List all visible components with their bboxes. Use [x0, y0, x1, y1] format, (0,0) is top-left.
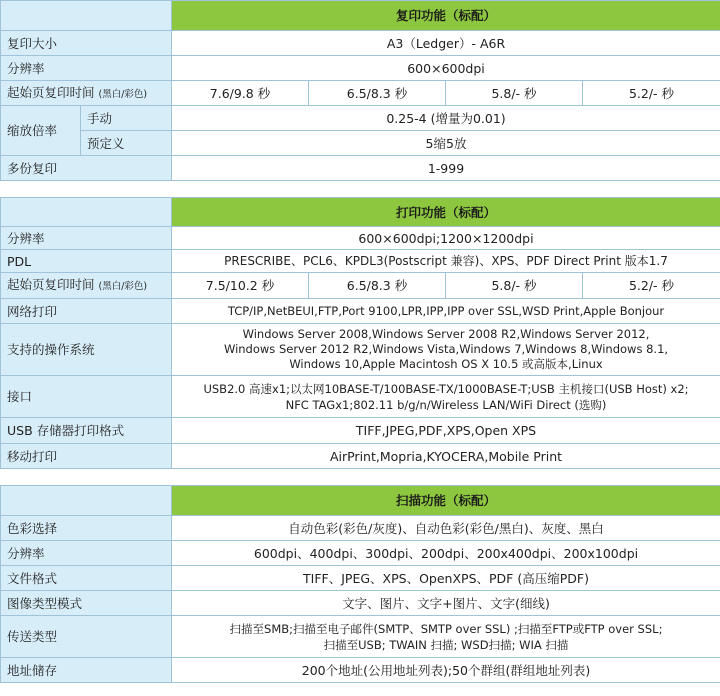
scan-addr-label: 地址储存	[1, 658, 172, 683]
table-row	[1, 444, 720, 469]
scan-section-header	[1, 486, 720, 516]
copy-first-value: 5.2/- 秒	[583, 81, 720, 106]
print-net-label: 网络打印	[1, 299, 172, 324]
scan-section-title: 扫描功能（标配）	[172, 486, 720, 516]
scan-fmt-label: 文件格式	[1, 566, 172, 591]
copy-first-value: 5.8/- 秒	[446, 81, 583, 106]
print-first-label	[1, 273, 172, 299]
copy-first-value: 6.5/8.3 秒	[309, 81, 446, 106]
print-res-value: 600×600dpi;1200×1200dpi	[172, 227, 720, 250]
scan-color-label: 色彩选择	[1, 516, 172, 541]
print-usb-value: TIFF,JPEG,PDF,XPS,Open XPS	[172, 418, 720, 444]
copy-multi-value: 1-999	[172, 156, 720, 181]
table-row	[1, 591, 720, 616]
spec-table	[0, 197, 720, 469]
scan-addr-value: 200个地址(公用地址列表);50个群组(群组地址列表)	[172, 658, 720, 683]
section-gap	[0, 181, 720, 197]
copy-section-header	[1, 1, 720, 31]
table-row	[1, 324, 720, 376]
scan-fmt-value: TIFF、JPEG、XPS、OpenXPS、PDF (高压缩PDF)	[172, 566, 720, 591]
scan-send-line: 扫描至USB; TWAIN 扫描; WSD扫描; WIA 扫描	[323, 637, 569, 652]
copy-first-label-text: 起始页复印时间	[7, 84, 95, 100]
table-row	[1, 299, 720, 324]
print-os-line: Windows Server 2008,Windows Server 2008 R2,Windows Server 2012,	[242, 327, 650, 341]
scan-res-label: 分辨率	[1, 541, 172, 566]
print-if-label: 接口	[1, 376, 172, 418]
copy-first-note: (黑白/彩色)	[98, 88, 148, 100]
copy-zoom-preset-label: 预定义	[81, 131, 172, 156]
scan-color-value: 自动色彩(彩色/灰度)、自动色彩(彩色/黑白)、灰度、黑白	[172, 516, 720, 541]
print-net-value: TCP/IP,NetBEUI,FTP,Port 9100,LPR,IPP,IPP over SSL,WSD Print,Apple Bonjour	[172, 299, 720, 324]
header-spacer	[1, 198, 172, 227]
print-first-value: 7.5/10.2 秒	[172, 273, 309, 299]
print-os-value	[172, 324, 720, 376]
print-os-line: Windows Server 2012 R2,Windows Vista,Windows 7,Windows 8,Windows 8.1,	[223, 342, 669, 356]
print-first-note: (黑白/彩色)	[98, 281, 148, 292]
print-res-label: 分辨率	[1, 227, 172, 250]
table-row	[1, 250, 720, 273]
print-os-line: Windows 10,Apple Macintosh OS X 10.5 或高版本,Linux	[289, 357, 603, 371]
print-usb-label: USB 存储器打印格式	[1, 418, 172, 444]
print-os-label: 支持的操作系统	[1, 324, 172, 376]
section-gap	[0, 469, 720, 485]
copy-size-label: 复印大小	[1, 31, 172, 56]
table-row	[1, 81, 720, 106]
copy-first-label	[1, 81, 172, 106]
print-if-line: USB2.0 高速x1;以太网10BASE-T/100BASE-TX/1000BASE-T;USB 主机接口(USB Host) x2;	[203, 381, 689, 396]
header-spacer	[1, 486, 172, 516]
print-section-header	[1, 198, 720, 227]
table-row	[1, 658, 720, 683]
table-row	[1, 156, 720, 181]
table-row	[1, 516, 720, 541]
print-if-line: NFC TAGx1;802.11 b/g/n/Wireless LAN/WiFi Direct (选购)	[285, 397, 607, 412]
copy-section-title: 复印功能（标配）	[172, 1, 720, 31]
print-first-label-text: 起始页复印时间	[7, 277, 95, 292]
table-row	[1, 31, 720, 56]
spec-table	[0, 485, 720, 683]
header-spacer	[1, 1, 172, 31]
table-row	[1, 131, 720, 156]
table-row	[1, 541, 720, 566]
scan-send-value	[172, 616, 720, 658]
copy-res-value: 600×600dpi	[172, 56, 720, 81]
scan-mode-value: 文字、图片、文字+图片、文字(细线)	[172, 591, 720, 616]
scan-send-label: 传送类型	[1, 616, 172, 658]
table-row	[1, 376, 720, 418]
table-row	[1, 273, 720, 299]
copy-zoom-manual-value: 0.25-4 (增量为0.01)	[172, 106, 720, 131]
copy-res-label: 分辨率	[1, 56, 172, 81]
copy-first-value: 7.6/9.8 秒	[172, 81, 309, 106]
print-mobile-value: AirPrint,Mopria,KYOCERA,Mobile Print	[172, 444, 720, 469]
copy-zoom-preset-value: 5缩5放	[172, 131, 720, 156]
copy-zoom-label: 缩放倍率	[1, 106, 81, 156]
table-row	[1, 566, 720, 591]
scan-send-line: 扫描至SMB;扫描至电子邮件(SMTP、SMTP over SSL) ;扫描至FTP或FTP over SSL;	[229, 621, 663, 636]
copy-zoom-manual-label: 手动	[81, 106, 172, 131]
copy-size-value: A3（Ledger）- A6R	[172, 31, 720, 56]
spec-table	[0, 0, 720, 181]
print-section-title: 打印功能（标配）	[172, 198, 720, 227]
table-row	[1, 227, 720, 250]
table-row	[1, 616, 720, 658]
print-pdl-value: PRESCRIBE、PCL6、KPDL3(Postscript 兼容)、XPS、PDF Direct Print 版本1.7	[172, 250, 720, 273]
scan-mode-label: 图像类型模式	[1, 591, 172, 616]
print-mobile-label: 移动打印	[1, 444, 172, 469]
print-pdl-label: PDL	[1, 250, 172, 273]
table-row	[1, 56, 720, 81]
copy-multi-label: 多份复印	[1, 156, 172, 181]
print-first-value: 6.5/8.3 秒	[309, 273, 446, 299]
table-row	[1, 418, 720, 444]
print-if-value	[172, 376, 720, 418]
table-row	[1, 106, 720, 131]
print-first-value: 5.8/- 秒	[446, 273, 583, 299]
print-first-value: 5.2/- 秒	[583, 273, 720, 299]
scan-res-value: 600dpi、400dpi、300dpi、200dpi、200x400dpi、200x100dpi	[172, 541, 720, 566]
